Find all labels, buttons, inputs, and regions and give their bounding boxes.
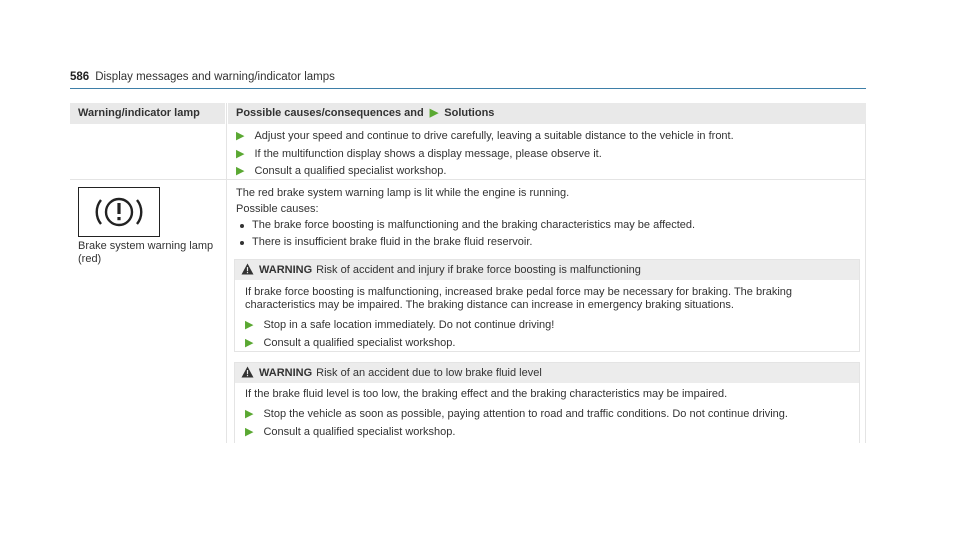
arrow-right-icon: ▶ [236, 148, 245, 160]
warning-body: characteristics may be impaired. The braking distance can increase in emergency braking situations. [245, 299, 734, 311]
row-divider [70, 179, 866, 180]
brake-warning-lamp-icon [78, 187, 160, 237]
lamp-label-color: (red) [78, 253, 102, 265]
list-item: ▶ Stop in a safe location immediately. Do not continue driving! [245, 319, 555, 331]
column-header-solutions: Solutions [444, 107, 495, 119]
page-title: Display messages and warning/indicator lamps [95, 71, 335, 83]
page-number: 586 [70, 71, 90, 83]
bullet-icon [240, 224, 244, 228]
page-header [70, 71, 335, 83]
warning-body: If brake force boosting is malfunctioning, increased brake pedal force may be necessary for braking. The braking [245, 286, 793, 298]
bullet-icon [240, 241, 244, 245]
warning-title: Risk of an accident due to low brake fluid level [316, 367, 542, 379]
warning-box [234, 362, 860, 443]
arrow-right-icon: ▶ [236, 130, 245, 142]
warning-header [235, 363, 859, 383]
warning-header [235, 260, 859, 280]
warning-label: WARNING [259, 367, 313, 379]
list-item: ▶ Adjust your speed and continue to drive carefully, leaving a suitable distance to the vehicle in front. [236, 130, 734, 142]
warning-triangle-icon [241, 263, 254, 275]
warning-triangle-icon [241, 366, 254, 378]
list-item: ▶ Consult a qualified specialist workshop. [236, 165, 447, 177]
arrow-right-icon: ▶ [245, 408, 254, 420]
table-right-border [865, 124, 866, 443]
list-item: ▶ Stop the vehicle as soon as possible, paying attention to road and traffic conditions. Do not continue driving. [245, 408, 788, 420]
cause-item: There is insufficient brake fluid in the brake fluid reservoir. [252, 236, 533, 248]
column-divider [226, 103, 227, 443]
column-header-lamp: Warning/indicator lamp [70, 103, 225, 124]
warning-body: If the brake fluid level is too low, the braking effect and the braking characteristics may be impaired. [245, 388, 728, 400]
warning-label: WARNING [259, 264, 313, 276]
warning-title: Risk of accident and injury if brake force boosting is malfunctioning [316, 264, 641, 276]
cause-intro: The red brake system warning lamp is lit while the engine is running. [236, 187, 570, 199]
lamp-label: Brake system warning lamp [78, 240, 214, 252]
arrow-right-icon: ▶ [245, 319, 254, 331]
list-item: ▶ Consult a qualified specialist workshop. [245, 337, 456, 349]
arrow-right-icon: ▶ [245, 426, 254, 438]
arrow-right-icon: ▶ [236, 165, 245, 177]
list-item: ▶ If the multifunction display shows a display message, please observe it. [236, 148, 602, 160]
arrow-right-icon: ▶ [429, 107, 439, 119]
header-rule [70, 88, 866, 89]
cause-item: The brake force boosting is malfunctioning and the braking characteristics may be affected. [252, 219, 696, 231]
column-header-causes [228, 103, 866, 124]
column-header-causes-prefix: Possible causes/consequences and [236, 107, 424, 119]
warning-box [234, 259, 860, 352]
arrow-right-icon: ▶ [245, 337, 254, 349]
possible-causes-label: Possible causes: [236, 203, 319, 215]
list-item: ▶ Consult a qualified specialist workshop. [245, 426, 456, 438]
warning-table [70, 103, 866, 443]
